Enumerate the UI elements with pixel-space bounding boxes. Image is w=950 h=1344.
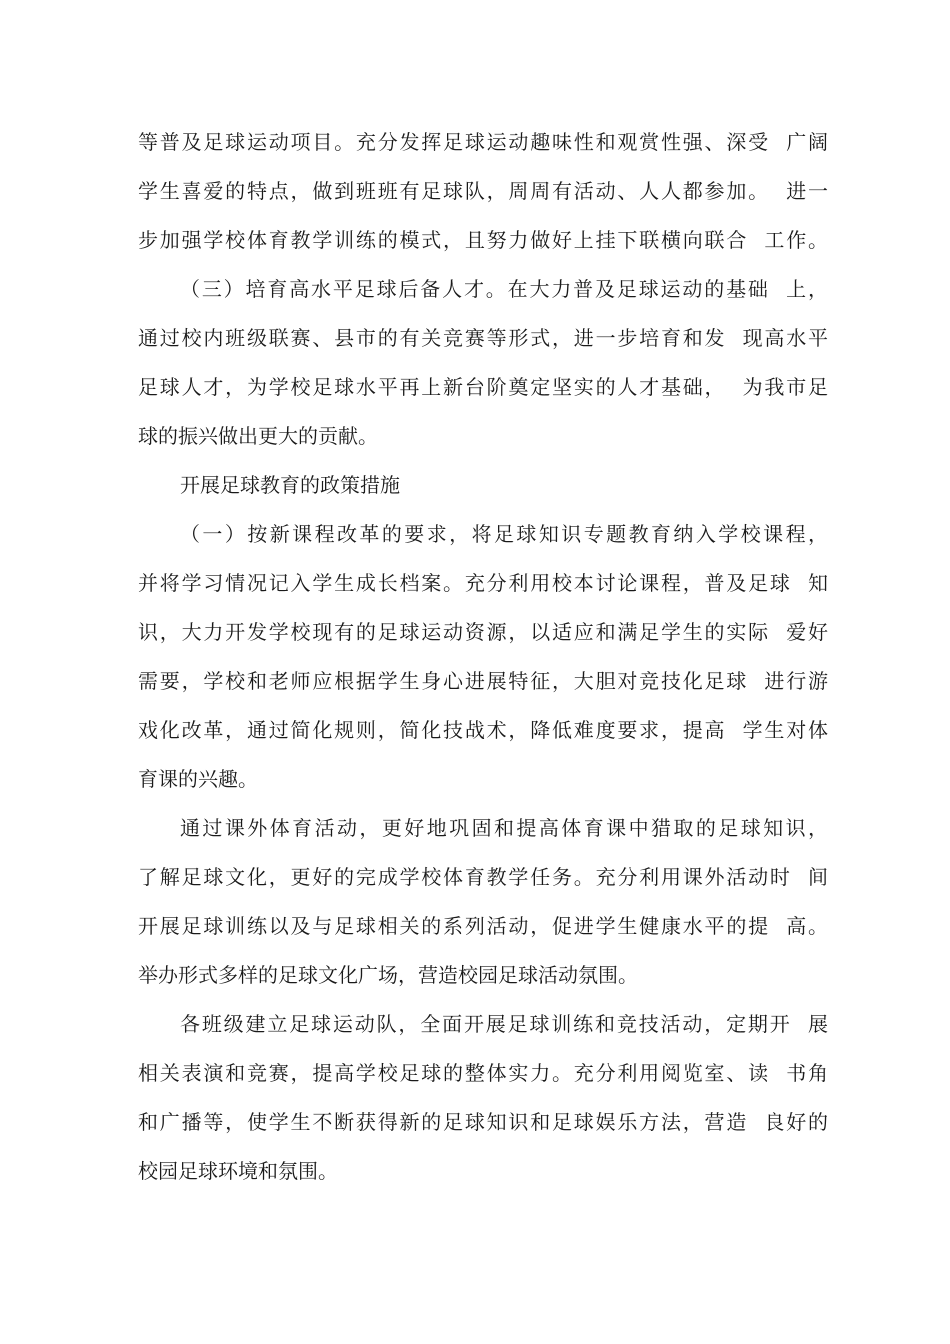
text-line: 步加强学校体育教学训练的模式，且努力做好上挂下联横向联合 工作。 [138, 228, 828, 252]
paragraph-extracurricular [138, 804, 828, 1000]
text-line: 需要，学校和老师应根据学生身心进展特征，大胆对竞技化足球 进行游 [138, 669, 828, 693]
paragraph-continuation [138, 118, 828, 265]
text-line: 并将学习情况记入学生成长档案。充分利用校本讨论课程，普及足球 知 [138, 571, 828, 595]
text-line: 等普及足球运动项目。充分发挥足球运动趣味性和观赏性强、深受 广阔 [138, 130, 828, 154]
text-line: 各班级建立足球运动队，全面开展足球训练和竞技活动，定期开 展 [180, 1012, 828, 1036]
text-line: 戏化改革，通过简化规则，简化技战术，降低难度要求，提高 学生对体 [138, 718, 828, 742]
text-line: 学生喜爱的特点，做到班班有足球队，周周有活动、人人都参加。 进一 [138, 179, 828, 203]
heading-line: 开展足球教育的政策措施 [180, 473, 400, 497]
text-line: 育课的兴趣。 [138, 767, 258, 791]
text-line: 开展足球训练以及与足球相关的系列活动，促进学生健康水平的提 高。 [138, 914, 828, 938]
text-line: 相关表演和竞赛，提高学校足球的整体实力。充分利用阅览室、读 书角 [138, 1061, 828, 1085]
paragraph-curriculum-reform [138, 510, 828, 804]
document-body [138, 118, 828, 1196]
text-line: 举办形式多样的足球文化广场，营造校园足球活动氛围。 [138, 963, 638, 987]
text-line: 通过校内班级联赛、县市的有关竞赛等形式，进一步培育和发 现高水平 [138, 326, 828, 350]
text-line: （三）培育高水平足球后备人才。在大力普及足球运动的基础 上， [180, 277, 828, 301]
text-line: 识，大力开发学校现有的足球运动资源，以适应和满足学生的实际 爱好 [138, 620, 828, 644]
paragraph-class-teams [138, 1000, 828, 1196]
paragraph-talent-cultivation [138, 265, 828, 461]
text-line: 球的振兴做出更大的贡献。 [138, 424, 378, 448]
text-line: 足球人才，为学校足球水平再上新台阶奠定坚实的人才基础， 为我市足 [138, 375, 828, 399]
text-line: 校园足球环境和氛围。 [138, 1159, 338, 1183]
text-line: 通过课外体育活动，更好地巩固和提高体育课中猎取的足球知识， [180, 816, 828, 840]
section-heading [138, 461, 828, 510]
text-line: 了解足球文化，更好的完成学校体育教学任务。充分利用课外活动时 间 [138, 865, 828, 889]
text-line: 和广播等，使学生不断获得新的足球知识和足球娱乐方法，营造 良好的 [138, 1110, 828, 1134]
text-line: （一）按新课程改革的要求，将足球知识专题教育纳入学校课程， [180, 522, 828, 546]
